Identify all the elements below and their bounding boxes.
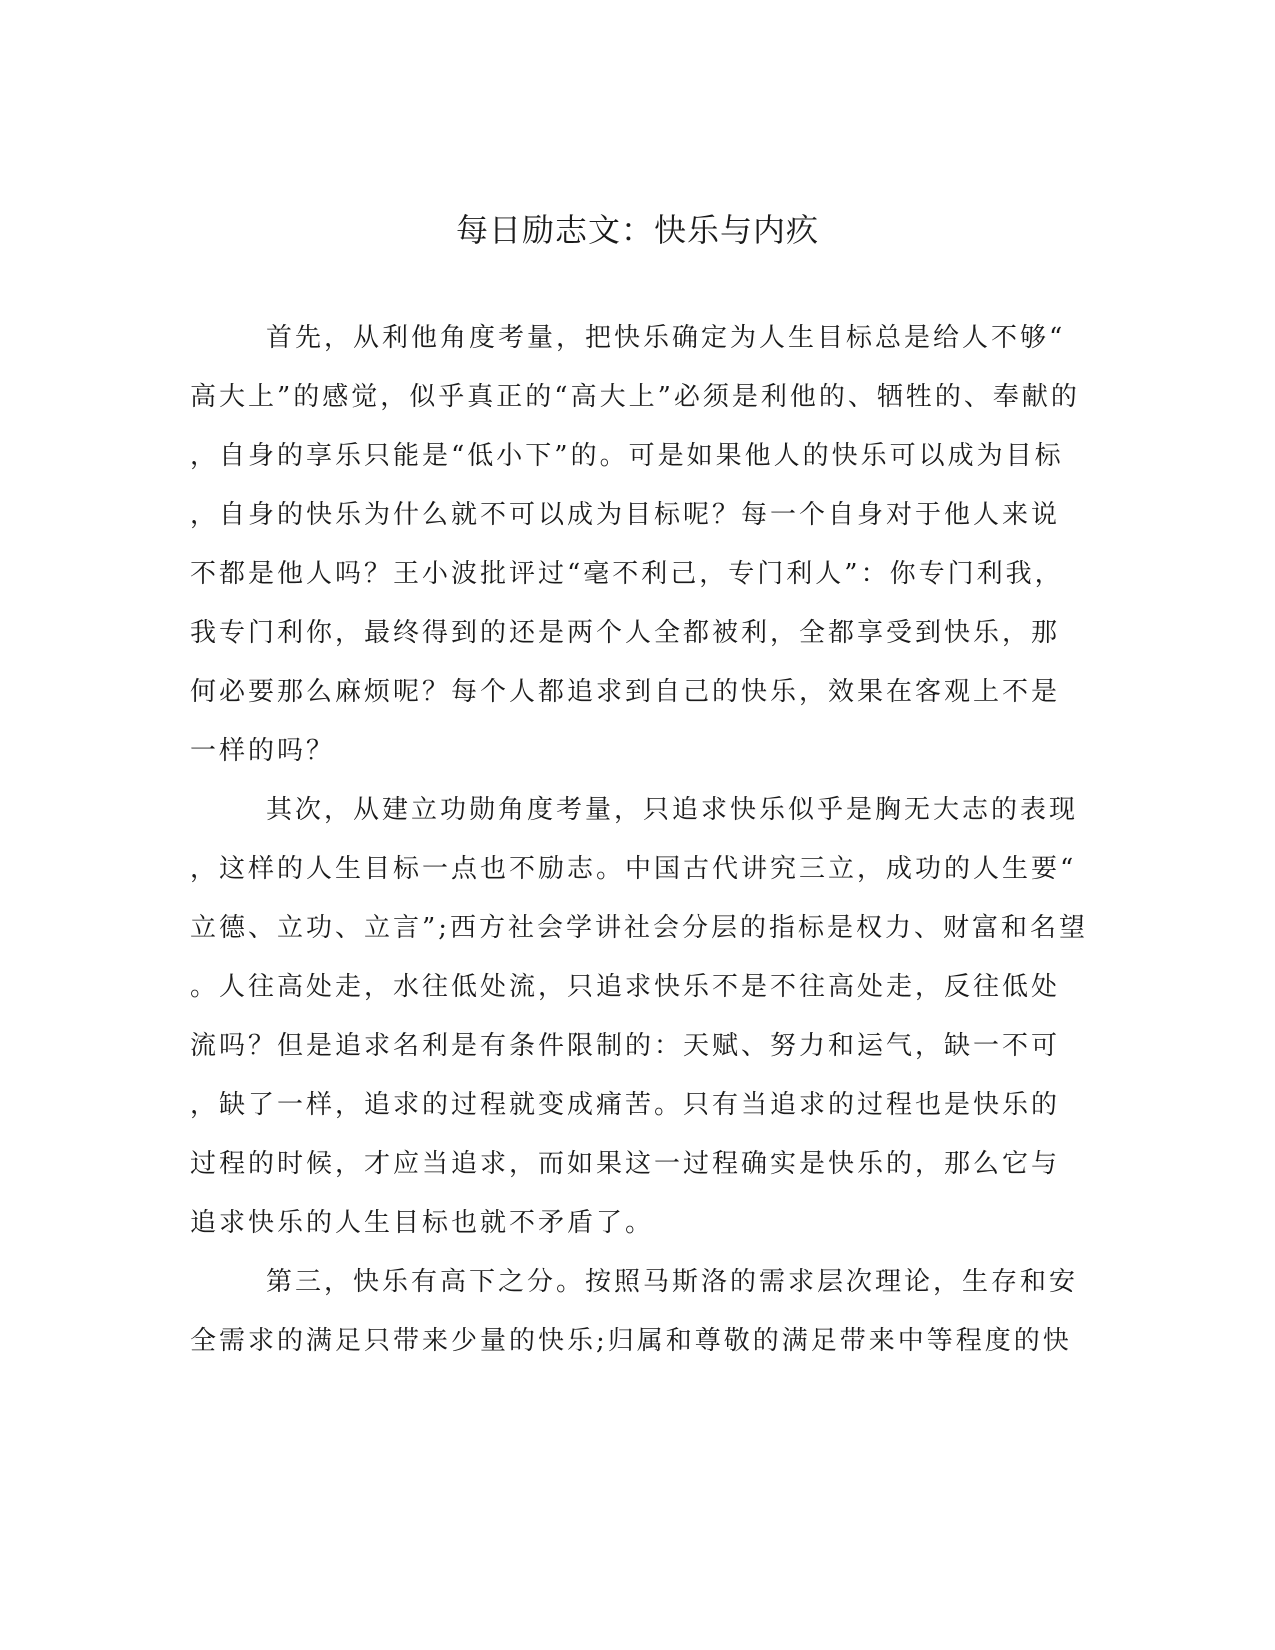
paragraph-2-line-7: 过程的时候，才应当追求，而如果这一过程确实是快乐的，那么它与 [190,1149,1061,1179]
paragraph-1-line-5: 不都是他人吗？王小波批评过“毫不利己，专门利人”：你专门利我， [190,559,1064,589]
paragraph-2-line-4: 。人往高处走，水往低处流，只追求快乐不是不往高处走，反往低处 [190,972,1061,1002]
paragraph-1-line-1: 首先，从利他角度考量，把快乐确定为人生目标总是给人不够“ [266,323,1066,353]
paragraph-1-line-4: ，自身的快乐为什么就不可以成为目标呢？每一个自身对于他人来说 [190,500,1061,530]
paragraph-1-line-3: ，自身的享乐只能是“低小下”的。可是如果他人的快乐可以成为目标 [190,441,1064,471]
paragraph-3-line-1: 第三，快乐有高下之分。按照马斯洛的需求层次理论，生存和安 [266,1267,1079,1297]
paragraph-2-line-3: 立德、立功、立言”;西方社会学讲社会分层的指标是权力、财富和名望 [190,913,1089,943]
paragraph-3-line-2: 全需求的满足只带来少量的快乐;归属和尊敬的满足带来中等程度的快 [190,1326,1072,1356]
paragraph-2-line-5: 流吗？但是追求名利是有条件限制的：天赋、努力和运气，缺一不可 [190,1031,1061,1061]
paragraph-2-line-1: 其次，从建立功勋角度考量，只追求快乐似乎是胸无大志的表现 [266,795,1079,825]
paragraph-1-line-8: 一样的吗？ [190,736,336,766]
paragraph-2-line-8: 追求快乐的人生目标也就不矛盾了。 [190,1208,655,1238]
paragraph-2-line-2: ，这样的人生目标一点也不励志。中国古代讲究三立，成功的人生要“ [190,854,1077,884]
page-title: 每日励志文：快乐与内疚 [455,211,819,249]
paragraph-1-line-6: 我专门利你，最终得到的还是两个人全都被利，全都享受到快乐，那 [190,618,1061,648]
paragraph-2-line-6: ，缺了一样，追求的过程就变成痛苦。只有当追求的过程也是快乐的 [190,1090,1061,1120]
paragraph-1-line-2: 高大上”的感觉，似乎真正的“高大上”必须是利他的、牺牲的、奉献的 [190,382,1080,412]
paragraph-1-line-7: 何必要那么麻烦呢？每个人都追求到自己的快乐，效果在客观上不是 [190,677,1061,707]
